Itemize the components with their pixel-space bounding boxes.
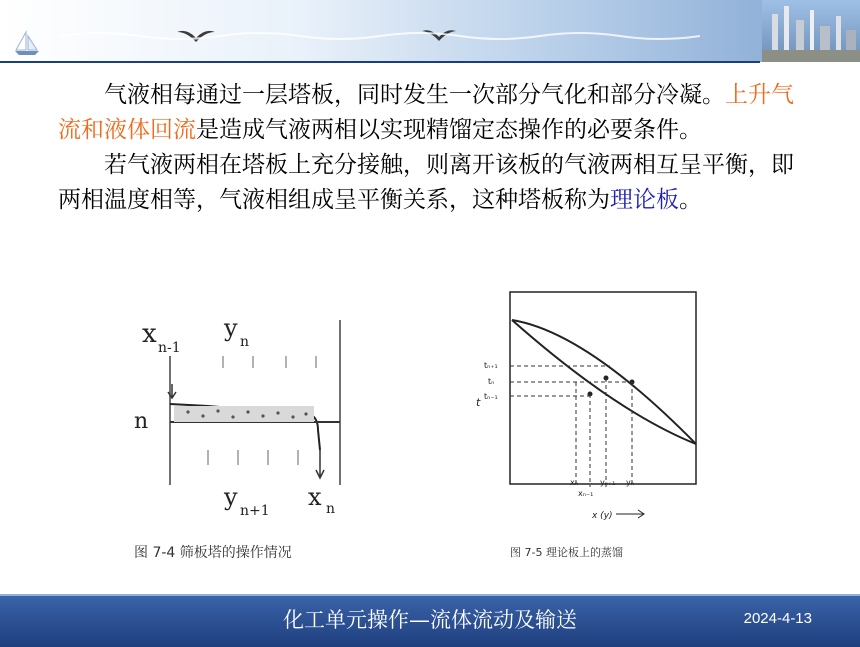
figure-2-caption: 图 7-5 理论板上的蒸馏 [510, 546, 623, 559]
label-plate-n: n [134, 409, 149, 434]
label-x-top-sub: n-1 [158, 340, 181, 356]
highlight-theoretical-plate: 理论板 [610, 187, 679, 213]
label-t-n-plus-1: tₙ₊₁ [484, 361, 498, 370]
label-x-n-minus-1: xₙ₋₁ [578, 489, 594, 498]
label-t-n-minus-1: tₙ₋₁ [484, 392, 498, 401]
footer-date: 2024-4-13 [743, 610, 812, 627]
label-x-bottom-sub: n [326, 501, 336, 517]
label-y-n: yₙ [626, 478, 634, 487]
label-y-top: y [224, 314, 238, 342]
label-t-axis: t [476, 396, 481, 409]
paragraph-1-text: 气液相每通过一层塔板，同时发生一次部分气化和部分冷凝。 [104, 82, 725, 108]
footer-title: 化工单元操作—流体流动及输送 [283, 608, 577, 632]
label-y-top-sub: n [240, 334, 250, 350]
label-y-bottom-sub: n+1 [240, 503, 270, 519]
factory-image [762, 0, 860, 62]
paragraph-2-text-end: 。 [679, 187, 702, 213]
label-y-bottom: y [224, 483, 238, 511]
label-t-n: tₙ [488, 377, 495, 386]
label-x-bottom: x [308, 483, 322, 511]
figure-sieve-plate [128, 300, 388, 570]
sailboat-icon [12, 30, 42, 56]
paragraph-2 [58, 148, 798, 218]
figure-theoretical-plate [466, 282, 716, 572]
label-x-n: xₙ [570, 478, 578, 487]
paragraph-1-text-end: 是造成气液两相以实现精馏定态操作的必要条件。 [196, 117, 702, 143]
paragraph-2-text: 若气液两相在塔板上充分接触，则离开该板的气液两相互呈平衡，即两相温度相等，气液相组成呈平衡关系，这种塔板称为 [58, 152, 794, 213]
header-divider [0, 61, 760, 63]
label-axis-xy: x (y) [592, 511, 613, 521]
paragraph-1 [58, 78, 798, 148]
label-y-n-plus-1: yₙ₊₁ [600, 478, 616, 487]
wave-decoration [60, 30, 700, 42]
footer-bar [0, 594, 860, 647]
label-x-top: x [142, 319, 157, 349]
highlight-rising-vapor: 上升气流和液体回流 [58, 82, 794, 143]
figure-1-caption: 图 7-4 筛板塔的操作情况 [134, 545, 292, 561]
body-text [58, 78, 798, 218]
